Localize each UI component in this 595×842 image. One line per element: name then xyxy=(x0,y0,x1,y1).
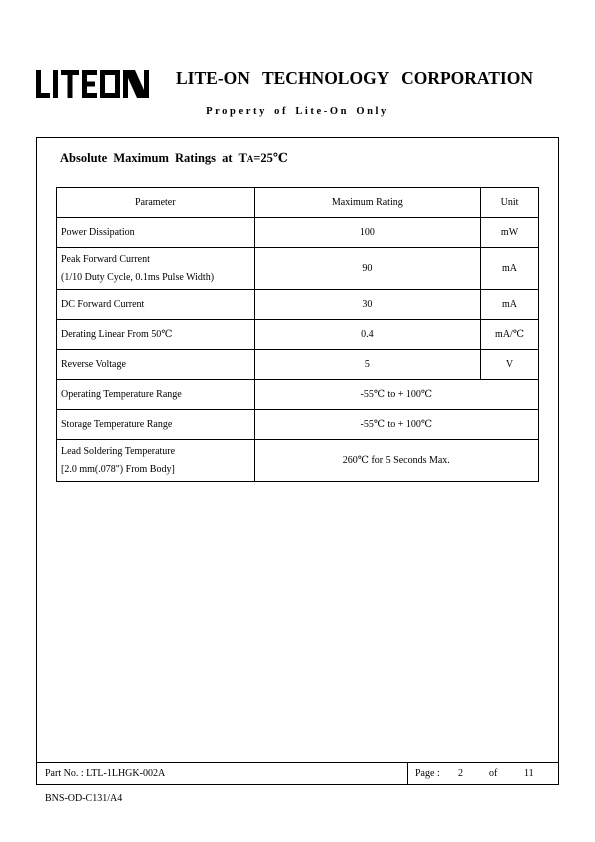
footer-divider xyxy=(407,763,408,785)
table-row xyxy=(57,320,539,350)
rating-cell: 260℃ for 5 Seconds Max. xyxy=(254,440,538,482)
table-row xyxy=(57,290,539,320)
param-line: Peak Forward Current xyxy=(61,253,150,265)
page-label: Page : xyxy=(415,768,440,779)
section-title-suffix: =25℃ xyxy=(253,151,288,165)
param-cell: Operating Temperature Range xyxy=(57,380,255,410)
rating-cell: 30 xyxy=(254,290,480,320)
rating-cell: 5 xyxy=(254,350,480,380)
header-parameter: Parameter xyxy=(57,188,255,218)
table-header-row xyxy=(57,188,539,218)
part-number: Part No. : LTL-1LHGK-002A xyxy=(45,768,166,779)
param-cell: Reverse Voltage xyxy=(57,350,255,380)
unit-cell: V xyxy=(481,350,539,380)
unit-cell: mA xyxy=(481,290,539,320)
param-cell xyxy=(57,248,255,290)
table-row xyxy=(57,380,539,410)
param-line: [2.0 mm(.078") From Body] xyxy=(61,463,175,475)
unit-cell: mA xyxy=(481,248,539,290)
rating-cell: 0.4 xyxy=(254,320,480,350)
param-cell: DC Forward Current xyxy=(57,290,255,320)
section-title-subscript: A xyxy=(246,154,254,164)
page-total: 11 xyxy=(524,768,534,779)
header-maximum-rating: Maximum Rating xyxy=(254,188,480,218)
liteon-logo xyxy=(36,70,152,98)
property-notice: Property of Lite-On Only xyxy=(206,106,389,117)
section-title-prefix: Absolute Maximum Ratings at T xyxy=(60,151,247,165)
param-cell xyxy=(57,440,255,482)
document-code: BNS-OD-C131/A4 xyxy=(45,793,123,804)
table-row xyxy=(57,350,539,380)
param-cell: Storage Temperature Range xyxy=(57,410,255,440)
rating-cell: 90 xyxy=(254,248,480,290)
company-name: LITE-ON TECHNOLOGY CORPORATION xyxy=(176,68,533,88)
page-number: 2 xyxy=(458,768,463,779)
of-label: of xyxy=(489,768,498,779)
section-title xyxy=(60,150,288,166)
ratings-table xyxy=(56,187,539,482)
table-row xyxy=(57,248,539,290)
table-row xyxy=(57,440,539,482)
header-unit: Unit xyxy=(481,188,539,218)
page-footer xyxy=(36,762,559,785)
param-cell: Derating Linear From 50℃ xyxy=(57,320,255,350)
rating-cell: 100 xyxy=(254,218,480,248)
table-row xyxy=(57,410,539,440)
unit-cell: mW xyxy=(481,218,539,248)
param-cell: Power Dissipation xyxy=(57,218,255,248)
rating-cell: -55℃ to + 100℃ xyxy=(254,410,538,440)
unit-cell: mA/℃ xyxy=(481,320,539,350)
param-line: Lead Soldering Temperature xyxy=(61,445,176,457)
table-row xyxy=(57,218,539,248)
param-line: (1/10 Duty Cycle, 0.1ms Pulse Width) xyxy=(61,271,215,283)
rating-cell: -55℃ to + 100℃ xyxy=(254,380,538,410)
